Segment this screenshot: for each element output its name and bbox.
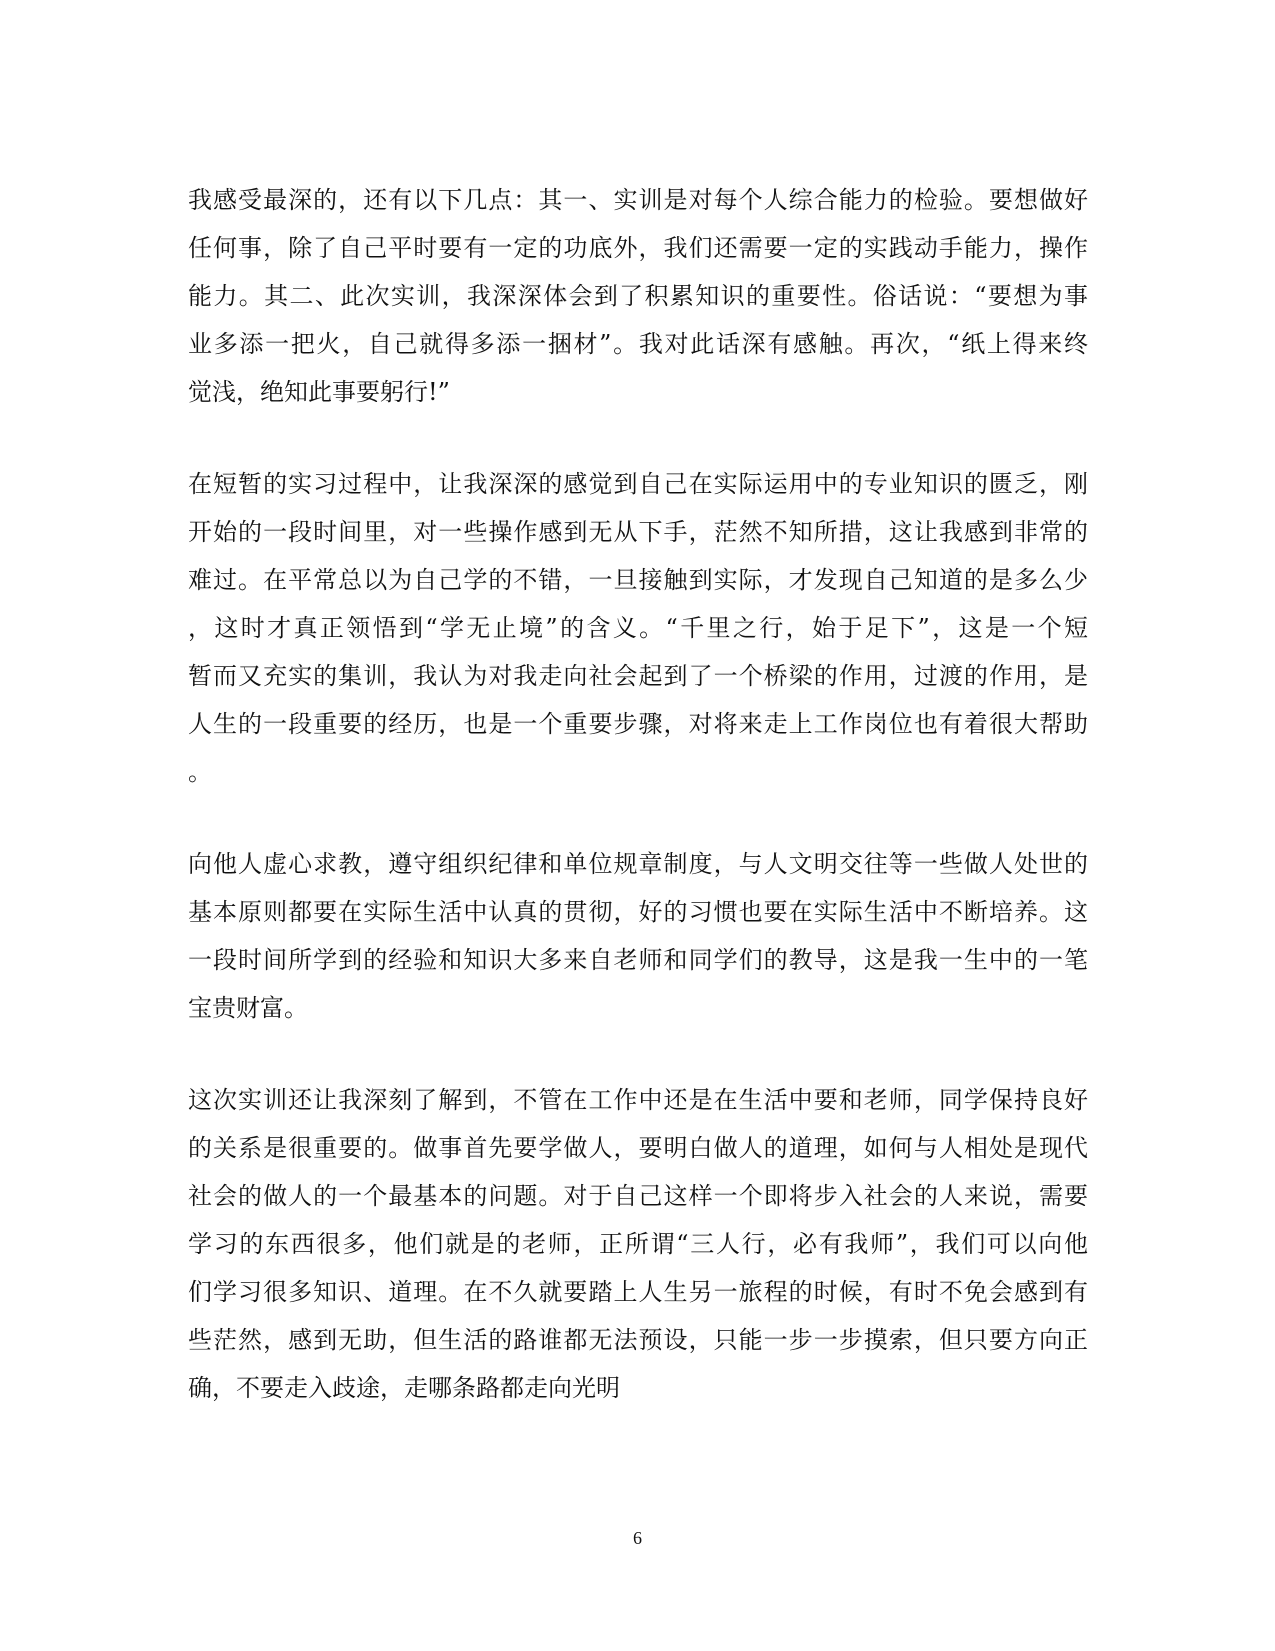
text-line: 的关系是很重要的。做事首先要学做人，要明白做人的道理，如何与人相处是现代 [188, 1134, 1088, 1162]
text-line: 。 [188, 758, 212, 786]
paragraph-2 [188, 460, 1088, 796]
text-line: 们学习很多知识、道理。在不久就要踏上人生另一旅程的时候，有时不免会感到有 [188, 1278, 1088, 1306]
text-line: 宝贵财富。 [188, 994, 308, 1022]
text-line: 基本原则都要在实际生活中认真的贯彻，好的习惯也要在实际生活中不断培养。这 [188, 898, 1088, 926]
paragraph-3 [188, 840, 1088, 1032]
text-line: 些茫然，感到无助，但生活的路谁都无法预设，只能一步一步摸索，但只要方向正 [188, 1326, 1088, 1354]
text-line: 确，不要走入歧途，走哪条路都走向光明 [188, 1374, 620, 1402]
text-line: 在短暂的实习过程中，让我深深的感觉到自己在实际运用中的专业知识的匮乏，刚 [188, 470, 1088, 498]
text-line: 社会的做人的一个最基本的问题。对于自己这样一个即将步入社会的人来说，需要 [188, 1182, 1088, 1210]
text-line: 人生的一段重要的经历，也是一个重要步骤，对将来走上工作岗位也有着很大帮助 [188, 710, 1088, 738]
text-line: 我感受最深的，还有以下几点：其一、实训是对每个人综合能力的检验。要想做好 [188, 186, 1088, 214]
text-line: 能力。其二、此次实训，我深深体会到了积累知识的重要性。俗话说：“要想为事 [188, 282, 1088, 310]
document-body [188, 176, 1088, 1456]
text-line: 觉浅，绝知此事要躬行!” [188, 378, 450, 406]
text-line: 任何事，除了自己平时要有一定的功底外，我们还需要一定的实践动手能力，操作 [188, 234, 1088, 262]
paragraph-1 [188, 176, 1088, 416]
text-line: 暂而又充实的集训，我认为对我走向社会起到了一个桥梁的作用，过渡的作用，是 [188, 662, 1088, 690]
text-line: 这次实训还让我深刻了解到，不管在工作中还是在生活中要和老师，同学保持良好 [188, 1086, 1088, 1114]
text-line: 学习的东西很多，他们就是的老师，正所谓“三人行，必有我师”，我们可以向他 [188, 1230, 1088, 1258]
text-line: ，这时才真正领悟到“学无止境”的含义。“千里之行，始于足下”，这是一个短 [188, 614, 1088, 642]
page-number: 6 [633, 1528, 642, 1548]
text-line: 开始的一段时间里，对一些操作感到无从下手，茫然不知所措，这让我感到非常的 [188, 518, 1088, 546]
paragraph-4 [188, 1076, 1088, 1412]
text-line: 难过。在平常总以为自己学的不错，一旦接触到实际，才发现自己知道的是多么少 [188, 566, 1088, 594]
text-line: 业多添一把火，自己就得多添一捆材”。我对此话深有感触。再次，“纸上得来终 [188, 330, 1088, 358]
text-line: 向他人虚心求教，遵守组织纪律和单位规章制度，与人文明交往等一些做人处世的 [188, 850, 1088, 878]
text-line: 一段时间所学到的经验和知识大多来自老师和同学们的教导，这是我一生中的一笔 [188, 946, 1088, 974]
